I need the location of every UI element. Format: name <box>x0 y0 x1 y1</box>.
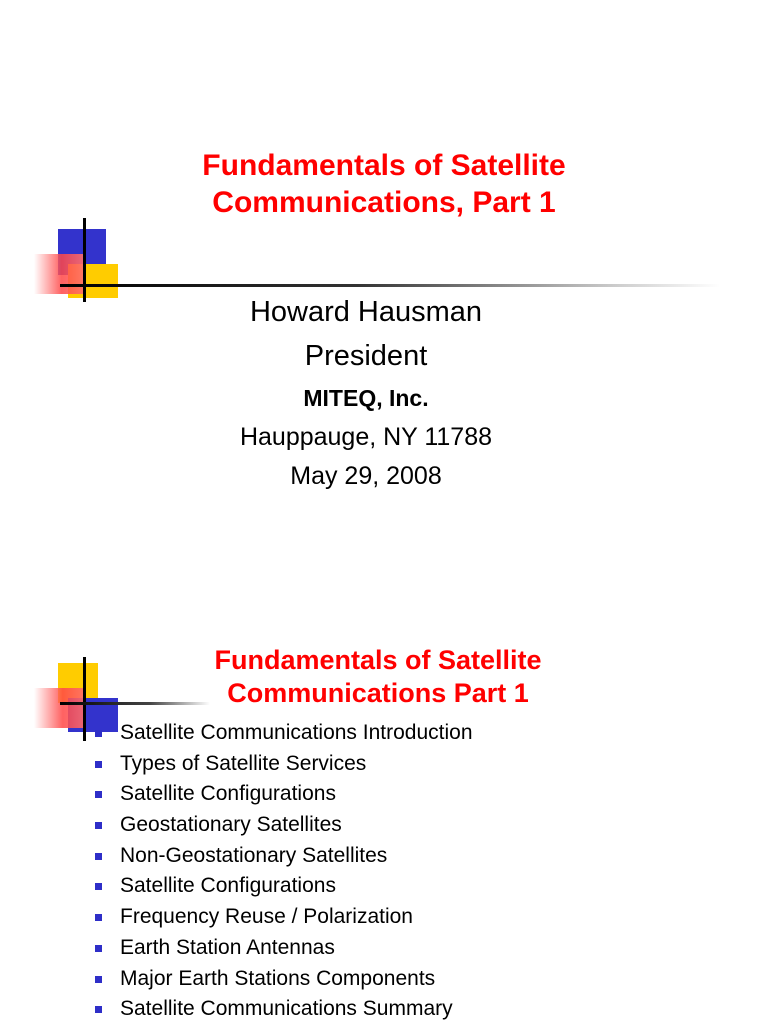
agenda-item: Geostationary Satellites <box>92 810 473 841</box>
agenda-item: Major Earth Stations Components <box>92 964 473 995</box>
agenda-list <box>92 718 473 1024</box>
square-bullet-icon <box>95 791 102 798</box>
slide-title <box>78 644 678 710</box>
square-bullet-icon <box>95 1006 102 1013</box>
agenda-item: Earth Station Antennas <box>92 933 473 964</box>
square-bullet-icon <box>95 914 102 921</box>
square-bullet-icon <box>95 822 102 829</box>
presentation-date: May 29, 2008 <box>290 462 442 490</box>
title-line-2: Communications, Part 1 <box>212 185 556 219</box>
slide-title <box>84 148 684 221</box>
agenda-item: Satellite Communications Introduction <box>92 718 473 749</box>
agenda-item: Types of Satellite Services <box>92 749 473 780</box>
square-bullet-icon <box>95 761 102 768</box>
company-name: MITEQ, Inc. <box>303 385 429 411</box>
presenter-name: Howard Hausman <box>249 296 483 328</box>
square-bullet-icon <box>95 883 102 890</box>
square-bullet-icon <box>95 976 102 983</box>
agenda-item: Satellite Configurations <box>92 779 473 810</box>
title-line-1: Fundamentals of Satellite <box>214 645 542 675</box>
square-bullet-icon <box>95 945 102 952</box>
agenda-item: Frequency Reuse / Polarization <box>92 902 473 933</box>
title-line-2: Communications Part 1 <box>227 677 529 708</box>
location: Hauppauge, NY 11788 <box>239 423 493 451</box>
square-bullet-icon <box>95 853 102 860</box>
presenter-role: President <box>304 340 428 372</box>
agenda-slide <box>0 600 768 1024</box>
title-line-1: Fundamentals of Satellite <box>202 149 566 182</box>
agenda-item: Non-Geostationary Satellites <box>92 841 473 872</box>
square-bullet-icon <box>95 730 102 737</box>
agenda-item: Satellite Communications Summary <box>92 994 473 1024</box>
agenda-item: Satellite Configurations <box>92 871 473 902</box>
